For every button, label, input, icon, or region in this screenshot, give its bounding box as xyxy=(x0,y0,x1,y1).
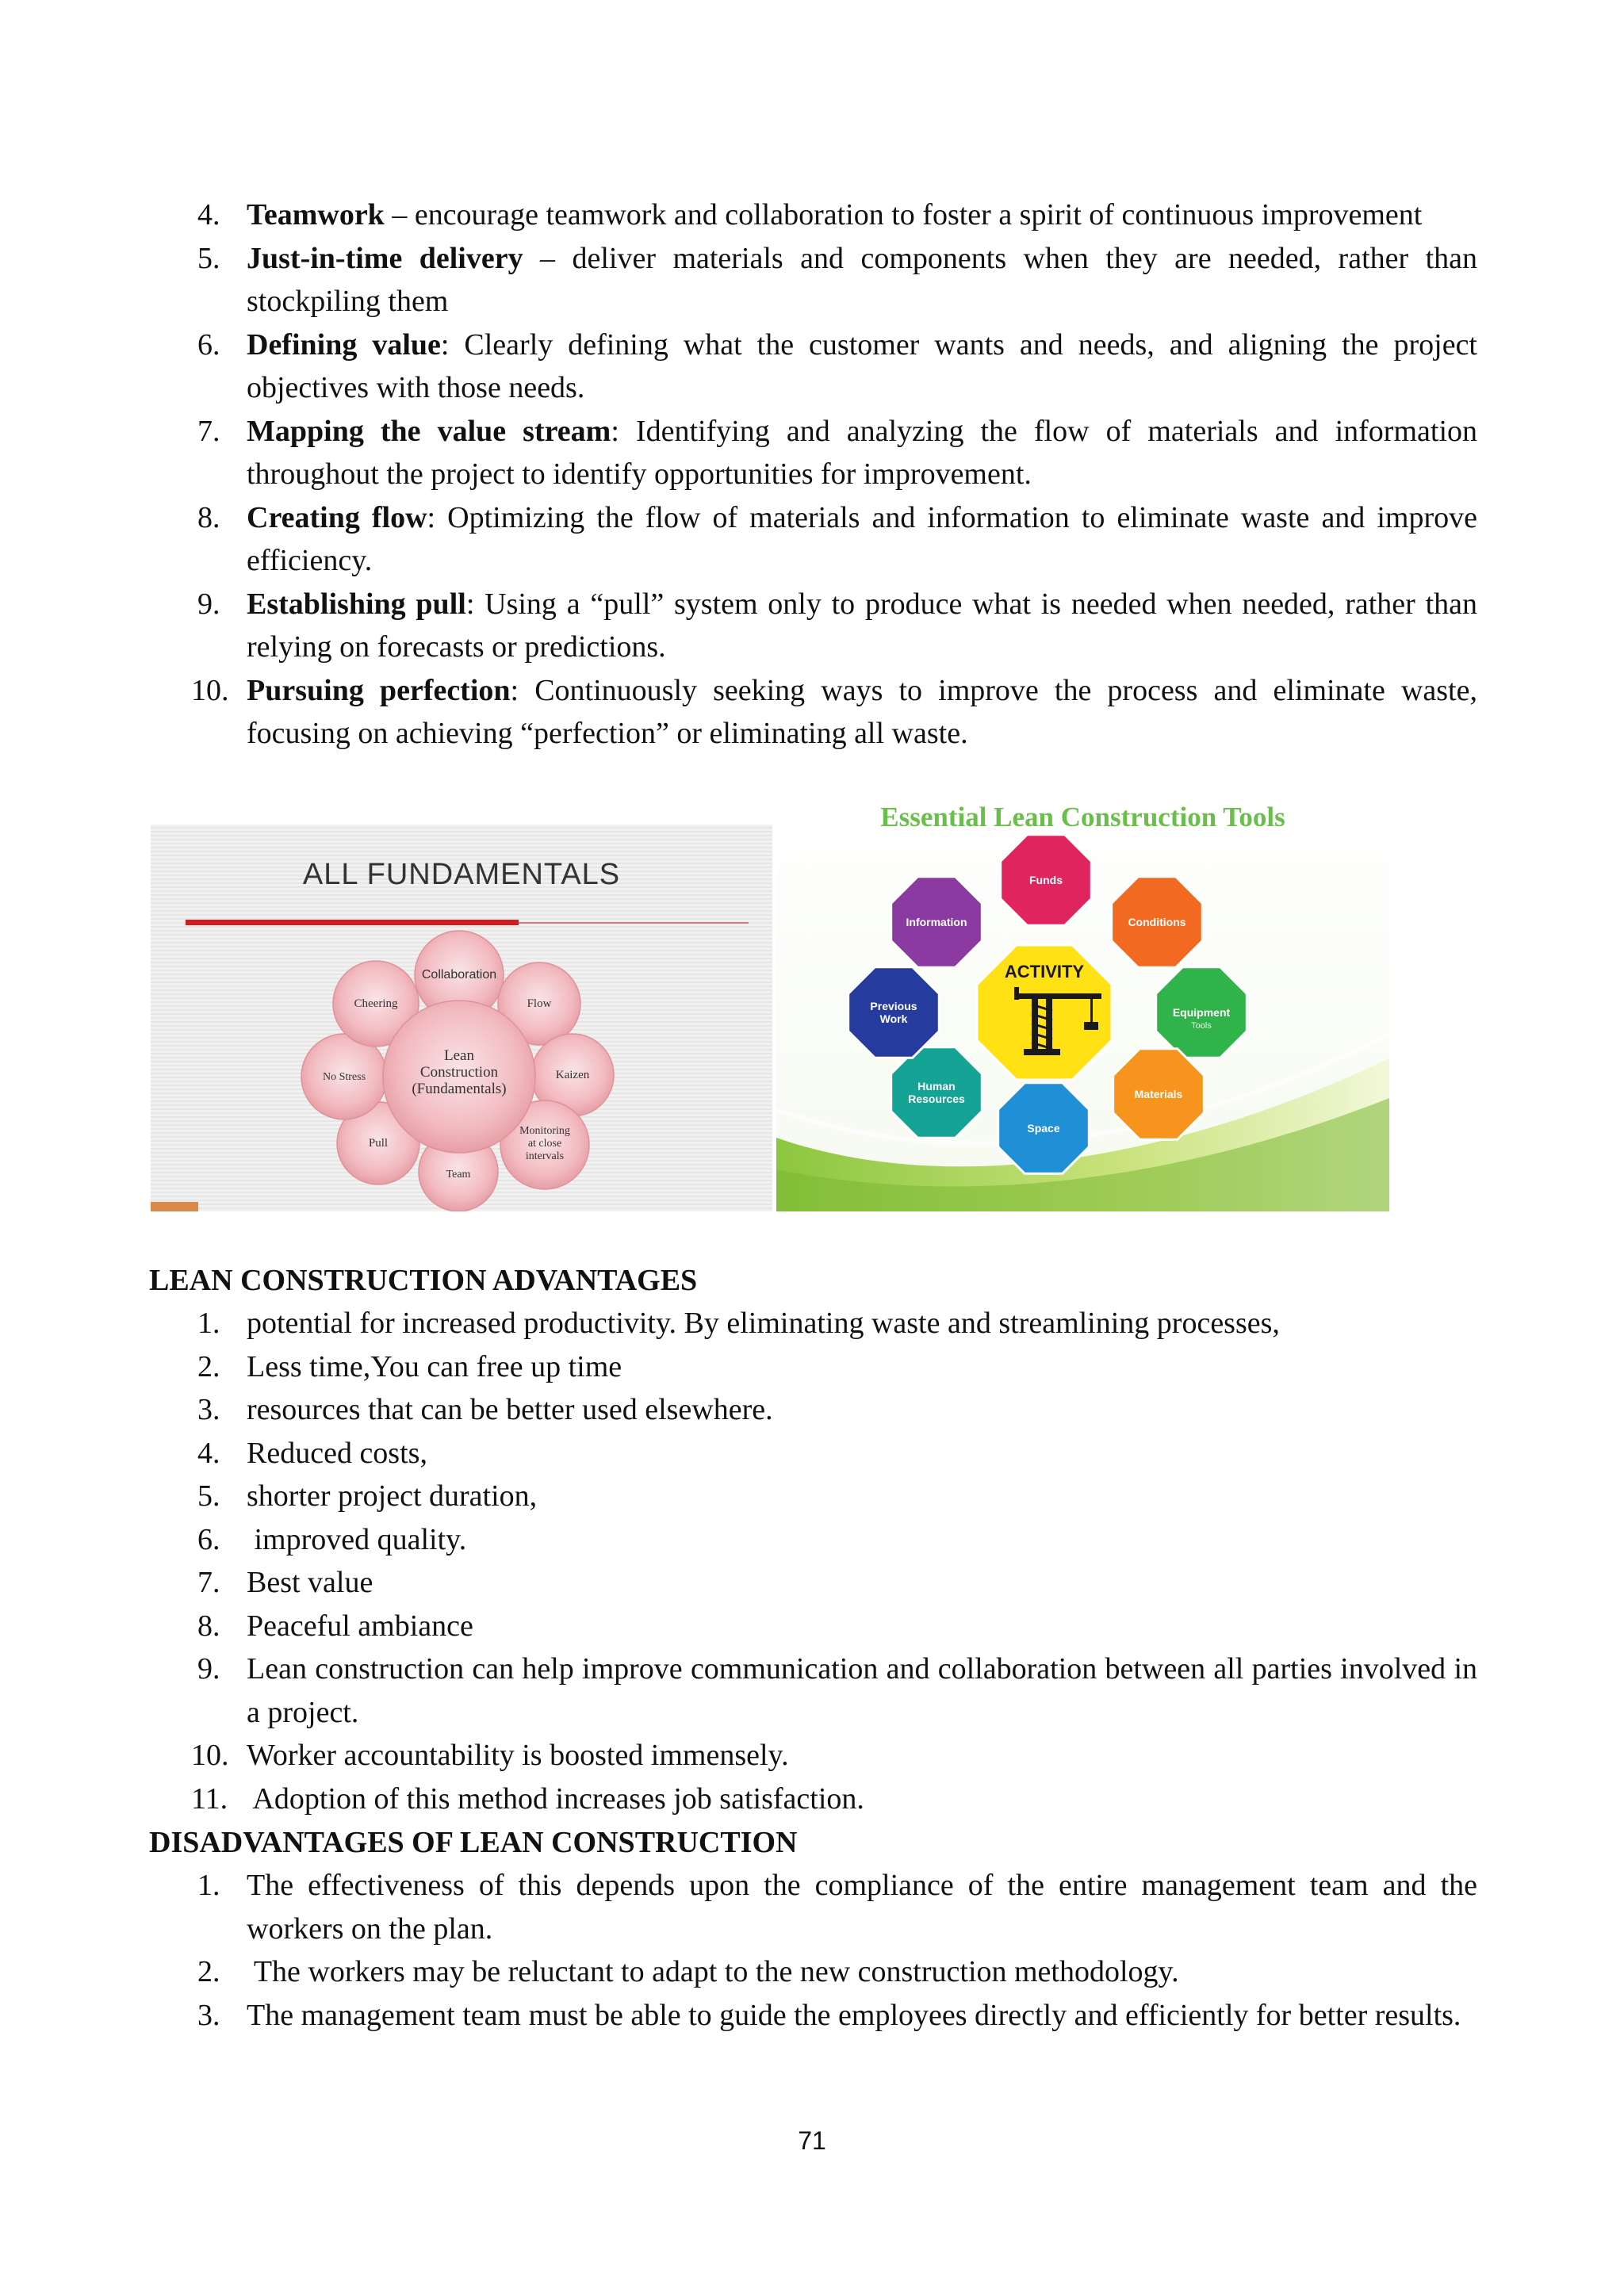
lean-tools-figure xyxy=(776,797,1389,1211)
item-number: 9. xyxy=(197,587,220,621)
list-item xyxy=(147,1432,1477,1475)
item-term: Mapping the value stream xyxy=(247,414,611,448)
list-item xyxy=(147,496,1477,583)
label-monitoring: Monitoring xyxy=(519,1125,570,1137)
list-item xyxy=(147,1864,1477,1950)
fundamentals-diagram xyxy=(151,825,772,1211)
list-item xyxy=(147,1647,1477,1734)
list-item xyxy=(147,1950,1477,1994)
item-number: 6. xyxy=(197,1522,220,1556)
item-term: Defining value xyxy=(247,327,441,362)
page-number: 71 xyxy=(798,2126,826,2155)
item-number: 11. xyxy=(191,1781,228,1816)
disadvantages-list xyxy=(147,1864,1477,2037)
item-text: – encourage teamwork and collaboration to foster a spirit of continuous improvement xyxy=(384,198,1423,232)
all-fundamentals-figure xyxy=(151,825,772,1211)
list-item xyxy=(147,1777,1477,1821)
figure-title: Essential Lean Construction Tools xyxy=(880,802,1285,832)
item-text: : Using a “pull” system only to produce what is needed when needed, rather than relying on forecasts or predictions. xyxy=(247,587,1477,664)
list-item xyxy=(147,669,1477,756)
item-text: Best value xyxy=(247,1566,373,1599)
item-text: : Identifying and analyzing the flow of materials and information throughout the project to identify opportunities for improvement. xyxy=(247,414,1477,491)
item-number: 2. xyxy=(197,1349,220,1383)
item-text: improved quality. xyxy=(247,1522,467,1556)
list-item xyxy=(147,1518,1477,1562)
item-text: Peaceful ambiance xyxy=(247,1609,473,1643)
list-item xyxy=(147,1734,1477,1777)
label-center-3: (Fundamentals) xyxy=(412,1081,507,1097)
label-kaizen: Kaizen xyxy=(555,1069,590,1081)
advantages-heading: LEAN CONSTRUCTION ADVANTAGES xyxy=(149,1264,698,1297)
item-text: : Clearly defining what the customer wants and needs, and aligning the project objectives with those needs. xyxy=(247,327,1477,404)
octagon-label: Information xyxy=(906,916,967,928)
item-term: Pursuing perfection xyxy=(247,673,511,707)
octagon-label: Resources xyxy=(908,1093,965,1105)
label-center-1: Lean xyxy=(444,1047,474,1064)
item-number: 7. xyxy=(197,414,220,448)
label-flow: Flow xyxy=(527,997,552,1010)
item-text: : Optimizing the flow of materials and information to eliminate waste and improve efficiency. xyxy=(247,500,1477,577)
octagon-label: Work xyxy=(879,1012,908,1025)
item-number: 6. xyxy=(197,327,220,362)
item-text: Worker accountability is boosted immensely. xyxy=(247,1739,789,1772)
advantages-list xyxy=(147,1302,1477,1820)
label-center-2: Construction xyxy=(419,1064,499,1081)
label-pull: Pull xyxy=(368,1137,389,1150)
label-intervals: intervals xyxy=(525,1150,565,1162)
activity-label: ACTIVITY xyxy=(1004,962,1085,982)
octagon-label: Previous xyxy=(870,1000,917,1012)
item-term: Just-in-time delivery xyxy=(247,241,523,275)
item-text: resources that can be better used elsewhere. xyxy=(247,1393,773,1426)
list-item xyxy=(147,193,1477,237)
item-number: 8. xyxy=(197,1609,220,1643)
list-item xyxy=(147,1345,1477,1389)
item-number: 4. xyxy=(197,198,220,232)
item-number: 10. xyxy=(191,673,229,707)
octagon-label: Funds xyxy=(1029,874,1063,886)
item-text: The workers may be reluctant to adapt to the new construction methodology. xyxy=(247,1955,1179,1988)
corner-mark xyxy=(151,1202,198,1211)
label-at-close: at close xyxy=(527,1138,562,1150)
list-item xyxy=(147,1388,1477,1432)
list-item xyxy=(147,410,1477,496)
item-term: Creating flow xyxy=(247,500,427,534)
item-number: 7. xyxy=(197,1566,220,1599)
item-text: The management team must be able to guide the employees directly and efficiently for better results. xyxy=(247,1998,1461,2032)
item-number: 8. xyxy=(197,500,220,534)
figure-title: ALL FUNDAMENTALS xyxy=(302,858,621,891)
octagon-label: Conditions xyxy=(1128,916,1186,928)
item-number: 3. xyxy=(197,1393,220,1426)
disadvantages-heading: DISADVANTAGES OF LEAN CONSTRUCTION xyxy=(149,1826,798,1859)
octagon-label: Human xyxy=(917,1080,956,1093)
item-text: Less time,You can free up time xyxy=(247,1349,622,1383)
list-item xyxy=(147,1994,1477,2038)
list-item xyxy=(147,1561,1477,1605)
item-number: 4. xyxy=(197,1436,220,1470)
list-item xyxy=(147,583,1477,669)
list-item xyxy=(147,237,1477,323)
list-item xyxy=(147,1475,1477,1518)
tools-octagons xyxy=(776,797,1389,1211)
octagon-label: Equipment xyxy=(1172,1006,1231,1019)
item-text: Reduced costs, xyxy=(247,1436,427,1470)
item-number: 5. xyxy=(197,1479,220,1513)
principles-list xyxy=(147,193,1477,756)
item-number: 2. xyxy=(197,1955,220,1988)
list-item xyxy=(147,1302,1477,1345)
octagon-label: Materials xyxy=(1134,1088,1183,1100)
item-number: 9. xyxy=(197,1652,220,1686)
item-text: The effectiveness of this depends upon the compliance of the entire management team and the workers on the plan. xyxy=(247,1869,1477,1946)
octagon-sublabel: Tools xyxy=(1191,1021,1212,1031)
item-number: 3. xyxy=(197,1998,220,2032)
item-text: Lean construction can help improve communication and collaboration between all parties involved in a project. xyxy=(247,1652,1477,1729)
label-no-stress: No Stress xyxy=(322,1071,366,1083)
item-text: Adoption of this method increases job satisfaction. xyxy=(247,1781,864,1816)
item-text: : Continuously seeking ways to improve the process and eliminate waste, focusing on achieving “perfection” or eliminating all waste. xyxy=(247,673,1477,750)
label-team: Team xyxy=(446,1169,471,1181)
item-text: shorter project duration, xyxy=(247,1479,538,1513)
item-number: 1. xyxy=(197,1869,220,1902)
list-item xyxy=(147,1605,1477,1648)
item-number: 5. xyxy=(197,241,220,275)
item-text: – deliver materials and components when they are needed, rather than stockpiling them xyxy=(247,241,1478,318)
list-item xyxy=(147,323,1477,410)
item-number: 10. xyxy=(191,1739,229,1772)
label-collaboration: Collaboration xyxy=(421,968,497,982)
item-term: Teamwork xyxy=(247,198,385,232)
item-number: 1. xyxy=(197,1307,220,1340)
octagon-label: Space xyxy=(1027,1122,1060,1135)
item-text: potential for increased productivity. By eliminating waste and streamlining processes, xyxy=(247,1307,1280,1340)
item-term: Establishing pull xyxy=(247,587,466,621)
label-cheering: Cheering xyxy=(354,997,398,1010)
